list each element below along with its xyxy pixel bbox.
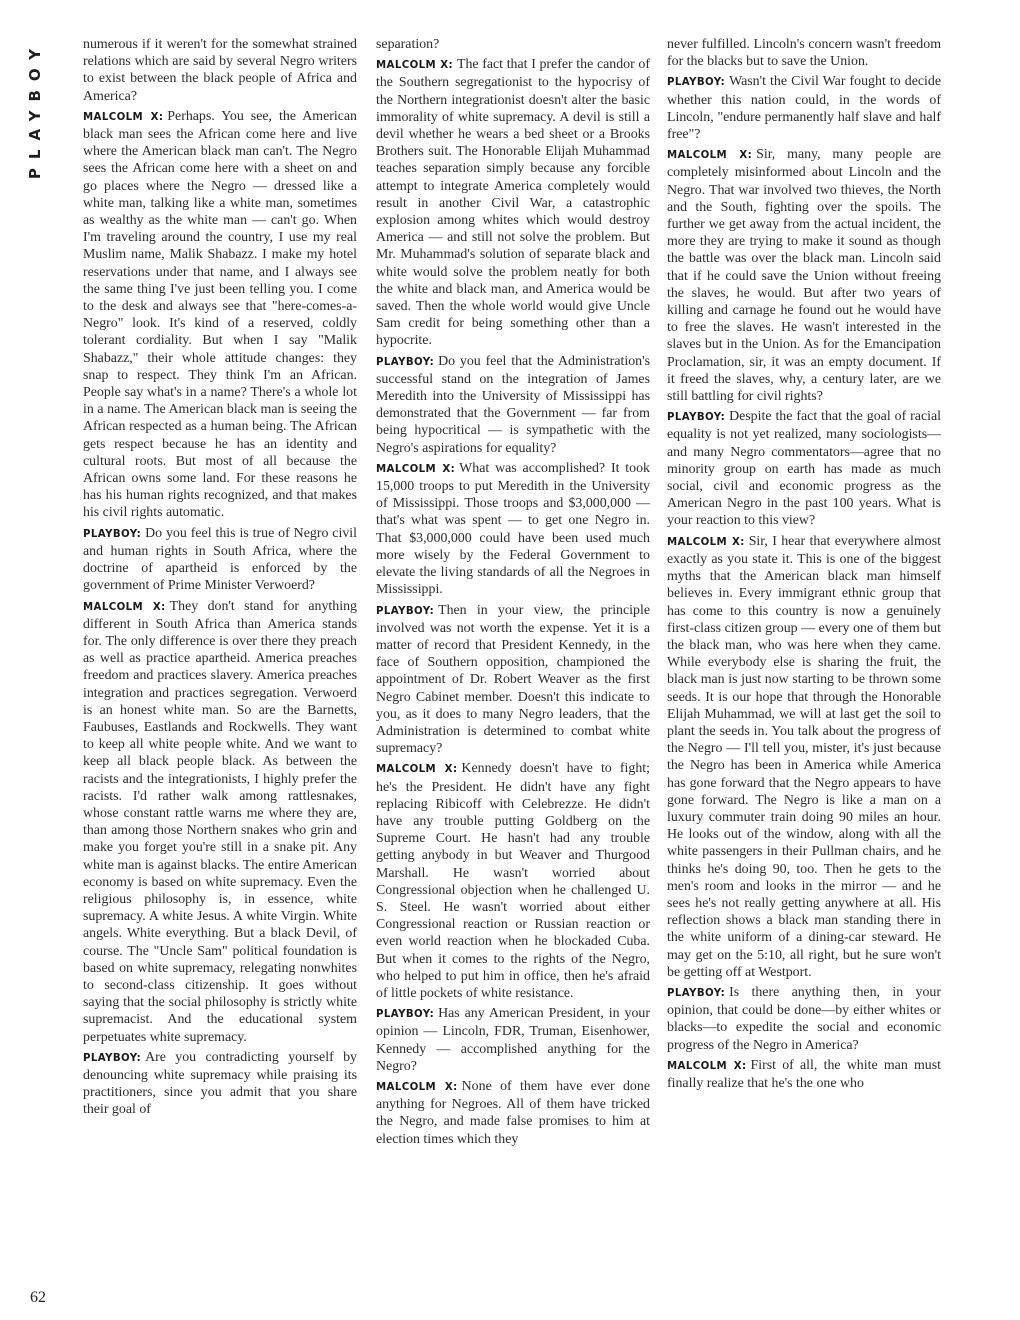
page-number: 62 [30, 1289, 46, 1306]
paragraph-text: They don't stand for anything different in South Africa than America stands for. The only difference is over there they preach as well as practice apartheid. America preaches freedom and practices slavery. America preaches integration and practices segregation. Verwoerd is an honest white man. So are the Barnetts, Faubuses, Eastlands and Rockwells. They want to keep all white people white. And we want to keep all black people black. As between the racists and the integrationists, I highly prefer the racists. I'd rather walk among rattlesnakes, whose constant rattle warns me where they are, than among those Northern snakes who grin and make you forget you're still in a snake pit. Any white man is against blacks. The entire American economy is based on white supremacy. Even the religious philosophy is, in essence, white supremacy. A white Jesus. A white Virgin. White angels. White everything. But a black Devil, of course. The "Uncle Sam" political foundation is based on white supremacy, relegating nonwhites to second-class citizenship. It goes without saying that the social philosophy is strictly white supremacist. And the educational system perpetuates white supremacy. [83, 598, 357, 1045]
paragraph [376, 56, 650, 349]
playboy-masthead: PLAYBOY [26, 40, 44, 180]
speaker-label: PLAYBOY: [667, 412, 726, 424]
paragraph [376, 460, 650, 599]
paragraph [376, 1005, 650, 1075]
speaker-label: PLAYBOY: [667, 77, 726, 89]
paragraph [667, 1057, 941, 1092]
speaker-label: PLAYBOY: [667, 987, 726, 999]
speaker-label: PLAYBOY: [376, 605, 435, 617]
paragraph-text: numerous if it weren't for the somewhat strained relations which are said by several Negro writers to exist between the black people of Africa and America? [83, 37, 357, 104]
paragraph [83, 525, 357, 595]
paragraph-text: Are you contradicting yourself by denouncing white supremacy while praising its practitioners, since you admit that you share their goal of [83, 1049, 357, 1118]
paragraph-text: Do you feel that the Administration's successful stand on the integration of James Meredith into the University of Mississippi has demonstrated that the Government — far from being hypocritical — is sympathetic with the Negro's aspirations for equality? [376, 353, 650, 456]
text-column-3 [667, 36, 941, 1095]
paragraph-text: Despite the fact that the goal of racial equality is not yet realized, many sociologists—and many Negro commentators—agree that no minority group on earth has made as much social, civil and economic progress as the American Negro in the past 100 years. What is your reaction to this view? [667, 409, 941, 529]
speaker-label: MALCOLM X: [667, 536, 745, 548]
paragraph [376, 602, 650, 758]
paragraph [83, 1049, 357, 1119]
speaker-label: MALCOLM X: [376, 60, 453, 72]
paragraph-text: Sir, many, many people are completely misinformed about Lincoln and the Negro. That war involved two thieves, the North and the South, fighting over the spoils. The further we get away from the actual incident, the more they are trying to make it sound as though the battle was over the black man. Lincoln said that if he could save the Union without freeing the slaves, he would. But after two years of killing and carnage he found out he would have to free the slaves. He wasn't interested in the slaves but in the Union. As for the Emancipation Proclamation, sir, it was an empty document. If it freed the slaves, why, a century later, are we still battling for civil rights? [667, 147, 941, 405]
paragraph [83, 108, 357, 522]
paragraph [376, 760, 650, 1002]
text-column-1 [83, 36, 357, 1122]
speaker-label: MALCOLM X: [376, 1081, 458, 1093]
paragraph [667, 533, 941, 981]
paragraph-text: What was accomplished? It took 15,000 troops to put Meredith in the University of Mississippi. Those troops and $3,000,000 — that's what was spent — to get one Negro in. That $3,000,000 could have been used much more wisely by the Federal Government to elevate the living standards of all the Negroes in Mississippi. [376, 460, 650, 598]
paragraph-text: Has any American President, in your opinion — Lincoln, FDR, Truman, Eisenhower, Kennedy — accomplished anything for the Negro? [376, 1006, 650, 1074]
paragraph-text: The fact that I prefer the candor of the Southern segregationist to the hypocrisy of the Northern integrationist doesn't alter the basic immorality of white supremacy. A devil is still a devil whether he wears a bed sheet or a Brooks Brothers suit. The Honorable Elijah Muhammad teaches separation simply because any forcible attempt to integrate America completely would result in another Civil War, a catastrophic explosion among whites which would destroy America — and still not solve the problem. But Mr. Muhammad's solution of separate black and white would solve the problem neatly for both the white and black man, and America would be saved. Then the whole world would give Uncle Sam credit for being something other than a hypocrite. [376, 57, 650, 349]
paragraph-text: Then in your view, the principle involved was not worth the expense. Yet it is a matter of record that President Kennedy, in the face of Southern opposition, championed the appointment of Dr. Robert Weaver as the first Negro Cabinet member. Doesn't this indicate to you, as it does to many Negro leaders, that the Administration is determined to combat white supremacy? [376, 602, 650, 757]
speaker-label: MALCOLM X: [83, 601, 166, 613]
paragraph-text: separation? [376, 37, 440, 52]
paragraph-text: Do you feel this is true of Negro civil and human rights in South Africa, where the doctrine of apartheid is enforced by the government of Prime Minister Verwoerd? [83, 525, 357, 594]
paragraph [667, 36, 941, 70]
paragraph-text: None of them have ever done anything for Negroes. All of them have tricked the Negro, and made false promises to him at election times which they [376, 1078, 650, 1147]
paragraph [667, 984, 941, 1054]
speaker-label: MALCOLM X: [83, 111, 164, 123]
paragraph [667, 73, 941, 143]
paragraph-text: never fulfilled. Lincoln's concern wasn't freedom for the blacks but to save the Union. [667, 37, 941, 70]
speaker-label: PLAYBOY: [376, 1009, 435, 1021]
text-column-2 [376, 36, 650, 1151]
speaker-label: MALCOLM X: [667, 1060, 747, 1072]
paragraph [376, 1078, 650, 1148]
speaker-label: MALCOLM X: [376, 764, 458, 776]
speaker-label: MALCOLM X: [376, 463, 456, 475]
paragraph-text: First of all, the white man must finally realize that he's the one who [667, 1057, 942, 1091]
paragraph [667, 146, 941, 405]
paragraph-text: Kennedy doesn't have to fight; he's the President. He didn't have any fight replacing Ribicoff with Celebrezze. He didn't have any trouble putting Goldberg on the Supreme Court. He hasn't had any trouble getting anybody in but Weaver and Thurgood Marshall. He wasn't worried about Congressional objection when he challenged U. S. Steel. He wasn't worried about either Congressional reaction or Russian reaction or even world reaction when he blockaded Cuba. But when it comes to the rights of the Negro, who helped to put him in office, then he's afraid of little pockets of white resistance. [376, 761, 650, 1001]
paragraph-text: Sir, I hear that everywhere almost exactly as you state it. This is one of the biggest myths that the American black man himself believes in. Every immigrant ethnic group that has come to this country is now a genuinely first-class citizen group — every one of them but the black man, who was here when they came. While everybody else is sharing the fruit, the black man is just now starting to be thrown some seeds. It is our hope that through the Honorable Elijah Muhammad, we will at last get the soil to plant the seeds in. You talk about the progress of the Negro — I'll tell you, mister, it's just because the Negro has been in America while America has gone forward that the Negro appears to have gone forward. The Negro is like a man on a luxury commuter train doing 90 miles an hour. He looks out of the window, along with all the white passengers in their Pullman chairs, and he thinks he's doing 90, too. Then he gets to the men's room and looks in the mirror — and he sees he's not really getting anywhere at all. His reflection shows a black man standing there in the white uniform of a dining-car steward. He may get on the 5:10, all right, but he sure won't be getting off at Westport. [667, 533, 941, 980]
paragraph-text: Perhaps. You see, the American black man sees the African come here and live where the American black man can't. The Negro sees the African come here with a sheet on and go places where the Negro — dressed like a white man, talking like a white man, sometimes as wealthy as the white man — can't go. When I'm traveling around the country, I use my real Muslim name, Malik Shabazz. I make my hotel reservations under that name, and I always see the same thing I've just been telling you. I come to the desk and always see that "here-comes-a-Negro" look. It's kind of a reserved, coldly tolerant cordiality. But when I say "Malik Shabazz," their whole attitude changes: they snap to respect. They think I'm an African. People say what's in a name? There's a whole lot in a name. The American black man is seeing the African respected as a human being. The African gets respect because he has an identity and cultural roots. But most of all because the African owns some land. For these reasons he has his human rights recognized, and that makes his civil rights automatic. [83, 108, 357, 521]
paragraph [376, 353, 650, 457]
paragraph [667, 408, 941, 529]
paragraph [83, 36, 357, 105]
speaker-label: PLAYBOY: [376, 356, 435, 368]
paragraph-text: Wasn't the Civil War fought to decide whether this nation could, in the words of Lincoln, "endure permanently half slave and half free"? [667, 74, 941, 143]
paragraph [83, 598, 357, 1046]
speaker-label: PLAYBOY: [83, 528, 142, 540]
paragraph-text: Is there anything then, in your opinion, that could be done—by either whites or blacks—to expedite the social and economic progress of the Negro in America? [667, 984, 941, 1053]
speaker-label: PLAYBOY: [83, 1052, 142, 1064]
paragraph [376, 36, 650, 53]
speaker-label: MALCOLM X: [667, 150, 753, 162]
